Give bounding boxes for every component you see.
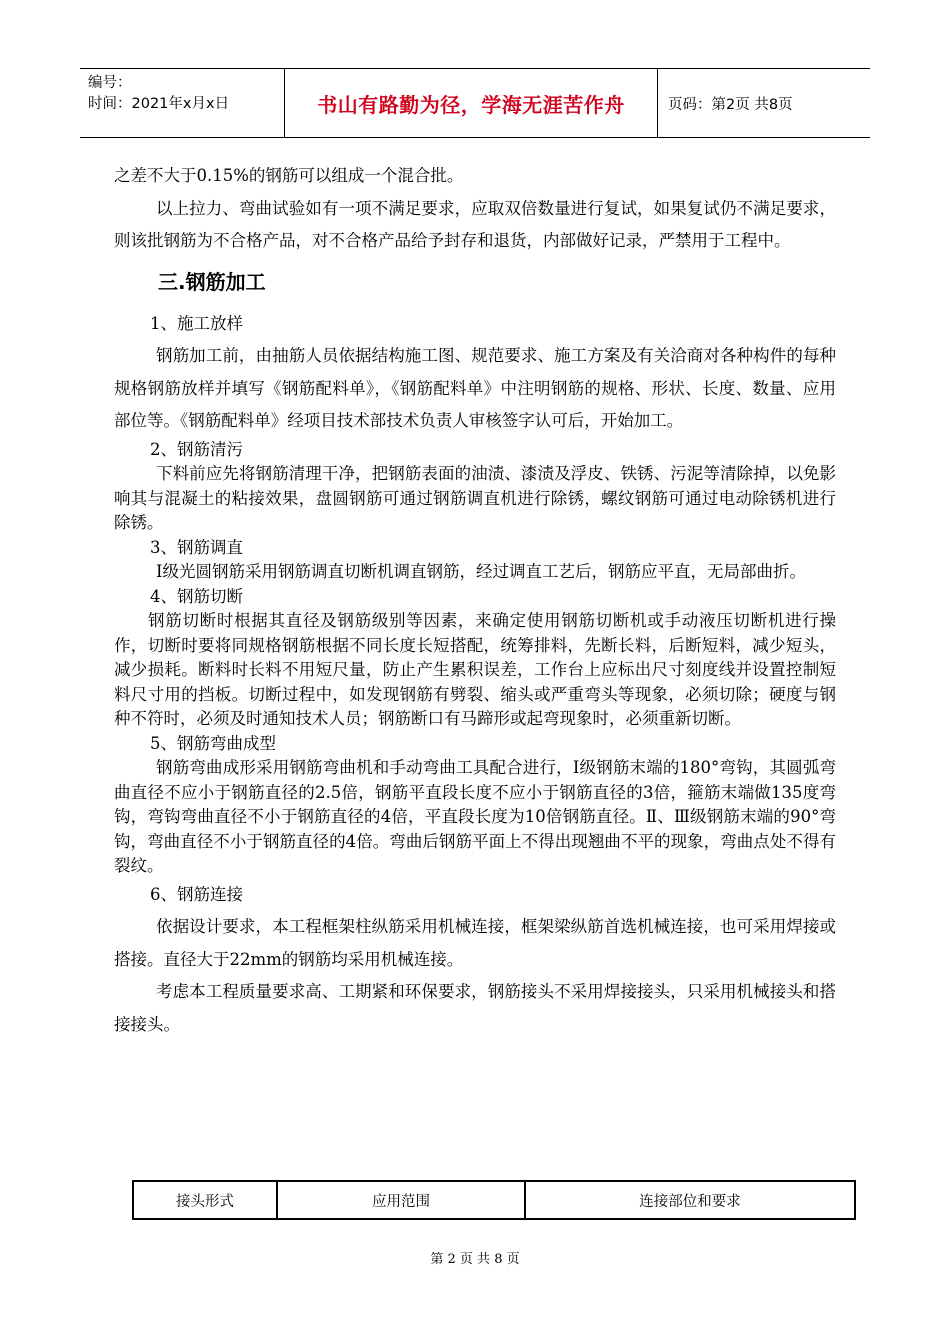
doc-code-label: 编号： [88,75,132,91]
page-header [80,68,870,138]
subsection-1-title: 1、施工放样 [150,313,243,333]
subsection-6-title: 6、钢筋连接 [150,884,243,904]
joint-type-table [132,1180,856,1220]
subsection-4-title: 4、钢筋切断 [150,586,243,606]
section-title: 三.钢筋加工 [158,269,266,294]
subsection-5-text: 钢筋弯曲成形采用钢筋弯曲机和手动弯曲工具配合进行，I级钢筋末端的180°弯钩，其圆弧弯曲直径不应小于钢筋直径的2.5倍，钢筋平直段长度不应小于钢筋直径的3倍，箍筋末端做135度弯钩，弯钩弯曲直径不小于钢筋直径的4倍，平直段长度为10倍钢筋直径。Ⅱ、Ⅲ级钢筋末端的90°弯钩，弯曲直径不小于钢筋直径的4倍。弯曲后钢筋平面上不得出现翘曲不平的现象，弯曲点处不得有裂纹。 [114,758,836,875]
paragraph-retest: 以上拉力、弯曲试验如有一项不满足要求，应取双倍数量进行复试，如果复试仍不满足要求，则该批钢筋为不合格产品，对不合格产品给予封存和退货，内部做好记录，严禁用于工程中。 [114,198,836,250]
subsection-3-title: 3、钢筋调直 [150,537,243,557]
subsection-3-text: I级光圆钢筋采用钢筋调直切断机调直钢筋，经过调直工艺后，钢筋应平直，无局部曲折。 [156,562,807,581]
subsection-2-text: 下料前应先将钢筋清理干净，把钢筋表面的油渍、漆渍及浮皮、铁锈、污泥等清除掉，以免影响其与混凝土的粘接效果，盘圆钢筋可通过钢筋调直机进行除锈，螺纹钢筋可通过电动除锈机进行除锈。 [114,464,836,532]
table-header-cell: 接头形式 [133,1181,277,1219]
header-motto: 书山有路勤为径，学海无涯苦作舟 [284,69,658,137]
page-footer: 第 2 页 共 8 页 [430,1252,520,1267]
subsection-2-title: 2、钢筋清污 [150,439,243,459]
table-header-cell: 连接部位和要求 [525,1181,855,1219]
subsection-4-text: 钢筋切断时根据其直径及钢筋级别等因素，来确定使用钢筋切断机或手动液压切断机进行操作，切断时要将同规格钢筋根据不同长度长短搭配，统筹排料，先断长料，后断短料，减少短头，减少损耗。断料时长料不用短尺量，防止产生累积误差，工作台上应标出尺寸刻度线并设置控制短料尺寸用的挡板。切断过程中，如发现钢筋有劈裂、缩头或严重弯头等现象，必须切除；硬度与钢种不符时，必须及时通知技术人员；钢筋断口有马蹄形或起弯现象时，必须重新切断。 [114,611,836,728]
subsection-1-text: 钢筋加工前，由抽筋人员依据结构施工图、规范要求、施工方案及有关洽商对各种构件的每种规格钢筋放样并填写《钢筋配料单》，《钢筋配料单》中注明钢筋的规格、形状、长度、数量、应用部位等。《钢筋配料单》经项目技术部技术负责人审核签字认可后，开始加工。 [114,346,836,430]
subsection-6-text-2: 考虑本工程质量要求高、工期紧和环保要求，钢筋接头不采用焊接接头，只采用机械接头和搭接接头。 [114,982,836,1034]
header-meta [80,69,284,137]
subsection-6-text-1: 依据设计要求，本工程框架柱纵筋采用机械连接，框架梁纵筋首选机械连接，也可采用焊接或搭接。直径大于22mm的钢筋均采用机械连接。 [114,917,836,969]
document-body [114,160,836,1041]
paragraph-top: 之差不大于0.15%的钢筋可以组成一个混合批。 [114,166,464,185]
table-header-row [133,1181,855,1219]
table-header-cell: 应用范围 [277,1181,525,1219]
subsection-5-title: 5、钢筋弯曲成型 [150,733,276,753]
doc-time-label: 时间：2021年x月x日 [88,96,230,112]
header-page-info: 页码：第2页 共8页 [668,96,793,113]
